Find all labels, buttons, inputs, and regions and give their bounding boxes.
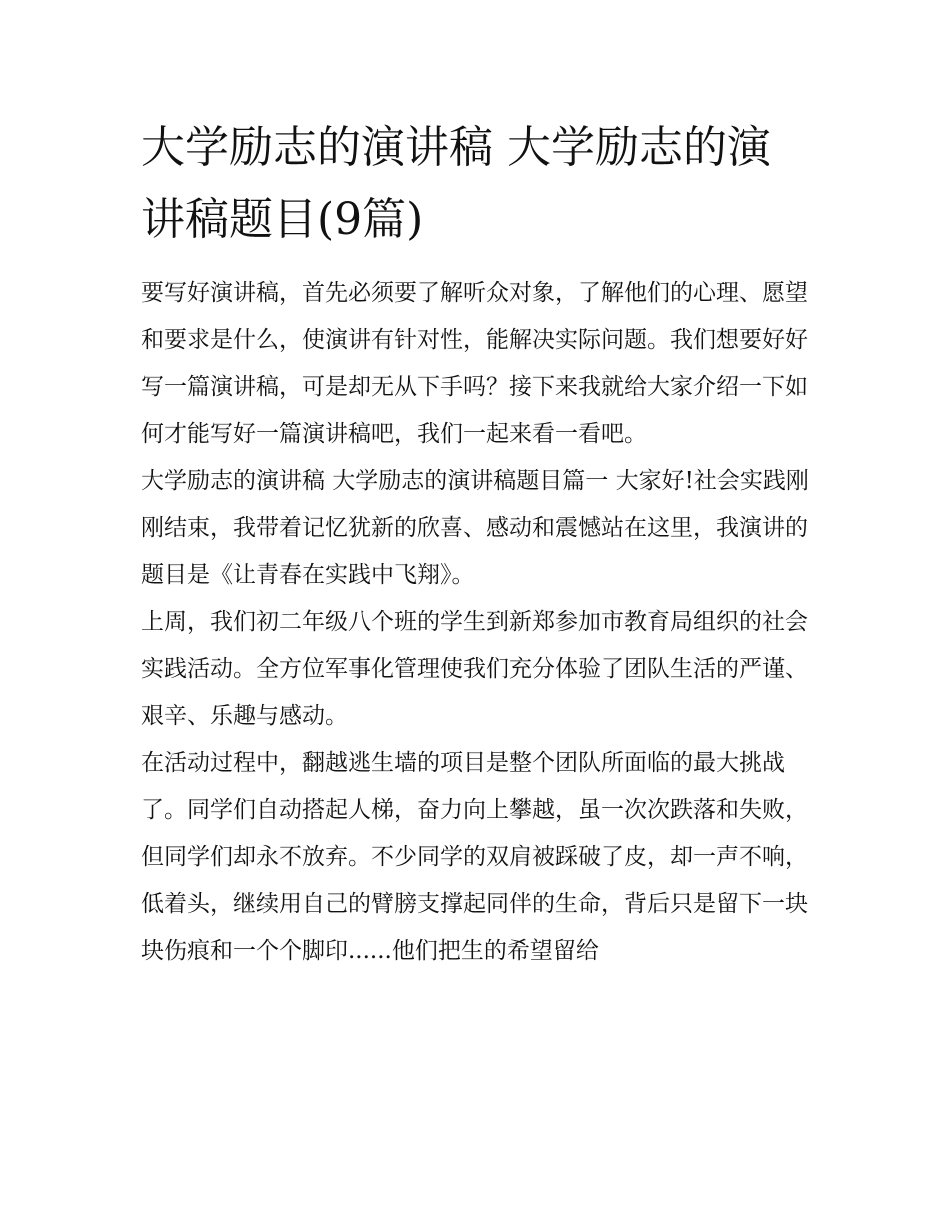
- paragraph-intro: 要写好演讲稿，首先必须要了解听众对象，了解他们的心理、愿望和要求是什么，使演讲有针对性，能解决实际问题。我们想要好好写一篇演讲稿，可是却无从下手吗？接下来我就给大家介绍一下如何才能写好一篇演讲稿吧，我们一起来看一看吧。: [141, 280, 808, 447]
- document-body: [141, 112, 813, 975]
- paragraph-social-practice: 上周，我们初二年级八个班的学生到新郑参加市教育局组织的社会实践活动。全方位军事化管理使我们充分体验了团队生活的严谨、艰辛、乐趣与感动。: [141, 609, 808, 729]
- document-title: 大学励志的演讲稿 大学励志的演讲稿题目(9篇): [141, 122, 771, 245]
- paragraph-escape-wall: 在活动过程中，翻越逃生墙的项目是整个团队所面临的最大挑战了。同学们自动搭起人梯，奋力向上攀越，虽一次次跌落和失败，但同学们却永不放弃。不少同学的双肩被踩破了皮，却一声不响，低着头，继续用自己的臂膀支撑起同伴的生命，背后只是留下一块块伤痕和一个个脚印......他们把生的希望留给: [141, 750, 808, 964]
- paragraph-speech-opening: 大学励志的演讲稿 大学励志的演讲稿题目篇一 大家好!社会实践刚刚结束，我带着记忆犹新的欣喜、感动和震憾站在这里，我演讲的题目是《让青春在实践中飞翔》。: [141, 468, 809, 588]
